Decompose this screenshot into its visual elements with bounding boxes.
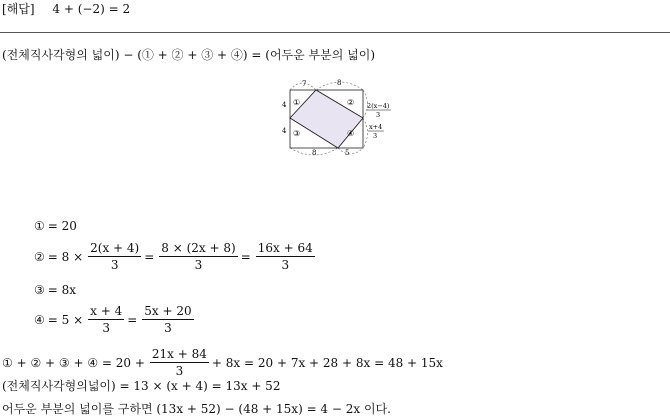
answer-tag: [해답] <box>2 2 35 16</box>
equation-1 <box>34 219 80 233</box>
eq2-equals-a: = <box>144 250 155 264</box>
eq4-equals-a: = <box>127 313 138 327</box>
region-2: ② <box>347 98 355 107</box>
eq2-fraction-2 <box>159 242 237 272</box>
bottom-label-1: 8 <box>312 149 317 156</box>
sum-f-num: 21x + 84 <box>151 347 207 361</box>
eq2-f3-den: 3 <box>281 258 290 272</box>
eq4-fraction-1 <box>88 305 124 335</box>
eq1-text: = 20 <box>47 219 77 233</box>
bottom-label-2: 5 <box>345 149 350 156</box>
eq2-label: ② <box>34 250 45 264</box>
eq2-lhs: = 8 × <box>47 250 84 264</box>
rectangle-figure <box>278 78 398 156</box>
left-label-2: 4 <box>282 127 287 135</box>
eq2-f3-num: 16x + 64 <box>257 241 313 255</box>
region-3: ③ <box>293 129 301 138</box>
eq4-lhs: = 5 × <box>47 313 84 327</box>
eq2-fraction-3 <box>256 242 315 272</box>
eq4-f1-num: x + 4 <box>90 304 123 318</box>
right-frac-1-num: 2(x−4) <box>367 102 390 110</box>
eq3-label: ③ <box>34 283 45 297</box>
divider <box>0 32 670 33</box>
bottom-arc-5 <box>338 148 363 154</box>
equation-3 <box>34 283 79 297</box>
eq2-f2-num: 8 × (2x + 8) <box>161 241 236 255</box>
eq2-fraction-1 <box>88 242 141 272</box>
right-arc-2 <box>363 118 368 148</box>
right-frac-1-den: 3 <box>376 111 381 119</box>
final-answer-line: 어두운 부분의 넓이를 구하면 (13x + 52) − (48 + 15x) = 4 − 2x 이다. <box>2 402 391 416</box>
eq2-f1-den: 3 <box>110 258 119 272</box>
equation-4 <box>34 305 197 335</box>
left-label-1: 4 <box>282 101 287 109</box>
eq2-f1-num: 2(x + 4) <box>90 241 140 255</box>
intro-equation: (전체직사각형의 넓이) − (① + ② + ③ + ④) = (어두운 부분의 넓이) <box>2 48 376 62</box>
answer-expression: 4 + (−2) = 2 <box>52 2 131 16</box>
answer-header <box>2 2 130 16</box>
eq2-equals-b: = <box>240 250 251 264</box>
top-label-1: 7 <box>302 80 307 88</box>
equation-2 <box>34 242 318 272</box>
eq2-f2-den: 3 <box>194 258 203 272</box>
region-1: ① <box>293 98 301 107</box>
sum-equation <box>2 348 446 378</box>
eq1-label: ① <box>34 219 45 233</box>
total-area-line: (전체직사각형의넓이) = 13 × (x + 4) = 13x + 52 <box>2 379 281 393</box>
sum-rhs: + 8x = 20 + 7x + 28 + 8x = 48 + 15x <box>211 356 443 370</box>
right-frac-2-num: x+4 <box>369 123 383 131</box>
eq4-fraction-2 <box>142 305 193 335</box>
eq4-f1-den: 3 <box>102 321 110 335</box>
sum-fraction <box>150 348 209 378</box>
eq4-label: ④ <box>34 313 45 327</box>
eq4-f2-num: 5x + 20 <box>144 304 192 318</box>
sum-lhs: ① + ② + ③ + ④ = 20 + <box>2 356 145 370</box>
eq4-f2-den: 3 <box>164 321 172 335</box>
right-frac-2-den: 3 <box>373 132 378 140</box>
sum-f-den: 3 <box>175 364 184 378</box>
top-label-2: 8 <box>337 79 342 87</box>
eq3-text: = 8x <box>47 283 77 297</box>
region-4: ④ <box>347 129 355 138</box>
